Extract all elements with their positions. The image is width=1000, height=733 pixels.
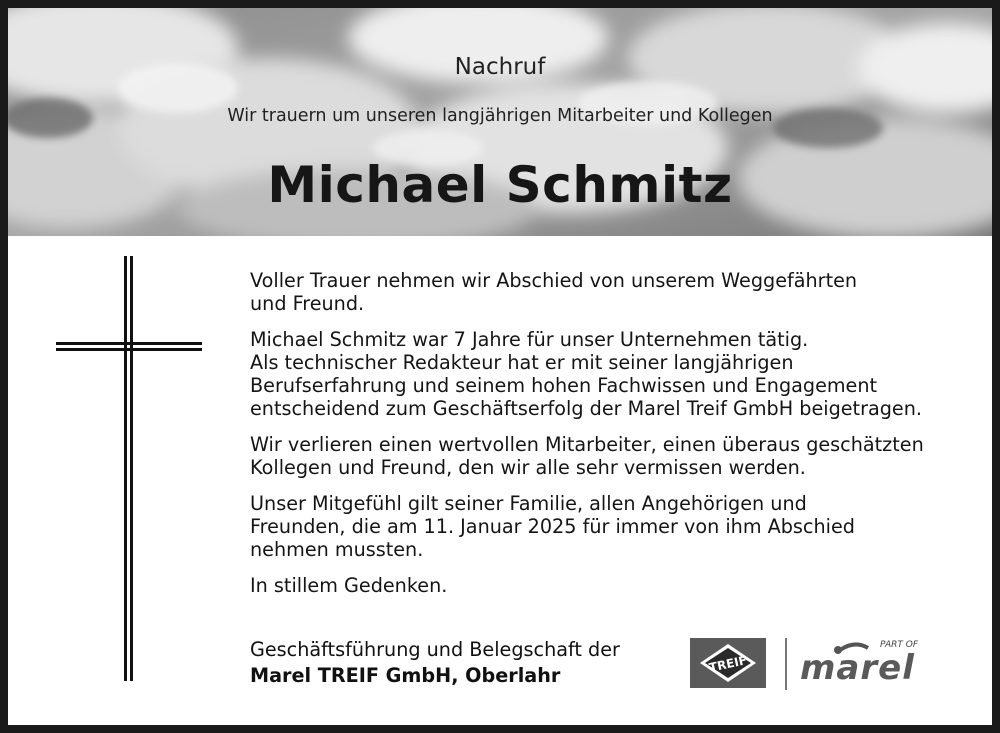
treif-logo-text: TREIF: [707, 653, 749, 675]
marel-logo-text: marel: [800, 648, 915, 688]
treif-logo: [690, 638, 766, 688]
signature-company: Marel TREIF GmbH, Oberlahr: [250, 664, 561, 687]
text-line: Unser Mitgefühl gilt seiner Familie, allen Angehörigen und: [250, 492, 807, 515]
company-logos: [690, 634, 960, 694]
cloud-header: [8, 8, 992, 236]
paragraph-farewell: [250, 269, 970, 315]
paragraph-remembrance: [250, 574, 970, 597]
deceased-name: Michael Schmitz: [267, 156, 733, 214]
text-line: Berufserfahrung und seinem hohen Fachwissen und Engagement: [250, 374, 878, 397]
text-line: Wir verlieren einen wertvollen Mitarbeiter, einen überaus geschätzten: [250, 433, 924, 456]
signature-block: [250, 637, 620, 689]
text-line: Kollegen und Freund, den wir alle sehr vermissen werden.: [250, 456, 806, 479]
obituary-subtitle: Wir trauern um unseren langjährigen Mitarbeiter und Kollegen: [227, 106, 773, 126]
text-line: entscheidend zum Geschäftserfolg der Marel Treif GmbH beigetragen.: [250, 397, 922, 420]
obituary-label: Nachruf: [454, 54, 546, 80]
text-line: nehmen mussten.: [250, 538, 424, 561]
obituary-text: [250, 269, 970, 610]
logo-divider: [785, 638, 787, 690]
paragraph-loss: [250, 433, 970, 479]
text-line: und Freund.: [250, 292, 365, 315]
paragraph-career: [250, 328, 970, 420]
text-line: Freunden, die am 11. Januar 2025 für immer von ihm Abschied: [250, 515, 855, 538]
marel-logo: [800, 640, 919, 688]
paragraph-sympathy: [250, 492, 970, 561]
text-line: Als technischer Redakteur hat er mit seiner langjährigen: [250, 351, 794, 374]
text-line: In stillem Gedenken.: [250, 574, 448, 597]
cross-icon: [56, 256, 206, 686]
signature-line: Geschäftsführung und Belegschaft der: [250, 638, 620, 661]
text-line: Voller Trauer nehmen wir Abschied von unserem Weggefährten: [250, 269, 858, 292]
part-of-text: PART OF: [880, 640, 919, 650]
text-line: Michael Schmitz war 7 Jahre für unser Unternehmen tätig.: [250, 328, 809, 351]
